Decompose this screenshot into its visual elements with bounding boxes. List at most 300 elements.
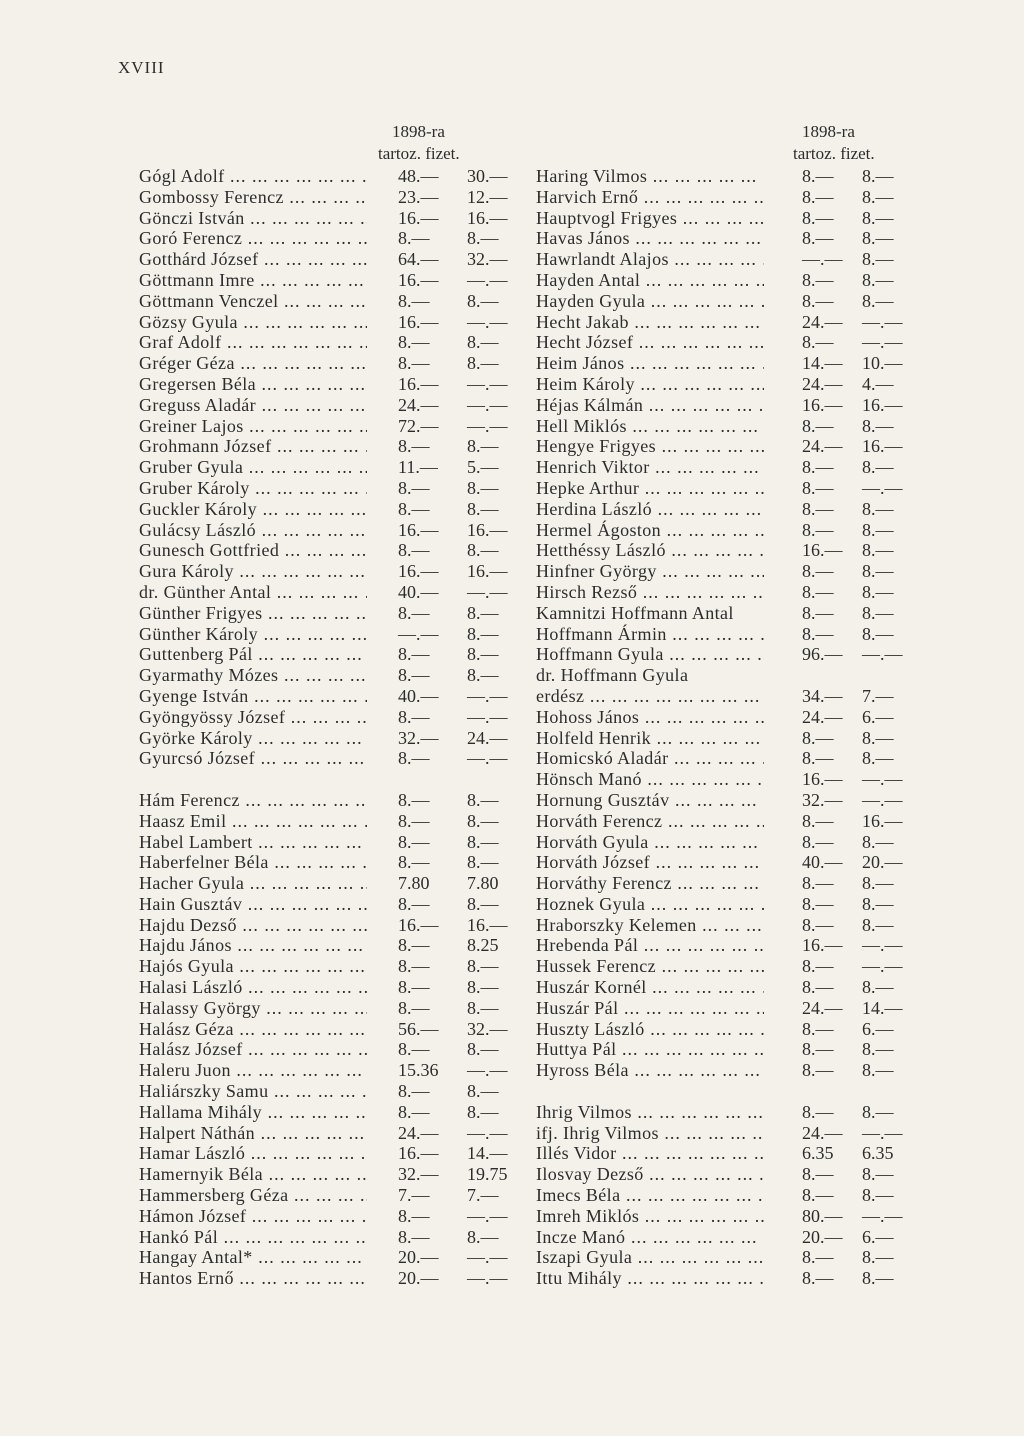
member-name: Gyarmathy Mózes ... . [139, 665, 367, 686]
member-name: Imecs Béla ... . [536, 1185, 764, 1206]
member-name: Hermel Ágoston ... . [536, 520, 764, 541]
amount-paid: 8.— [862, 228, 894, 249]
member-name: Gönczi István ... . [139, 208, 367, 229]
amount-paid: 8.— [467, 498, 499, 519]
member-name: Hankó Pál ... . [139, 1227, 367, 1248]
amount-paid: 8.— [467, 623, 499, 644]
amount-paid: 8.— [862, 893, 894, 914]
amount-paid: 8.— [862, 207, 894, 228]
amount-due: 8.— [398, 602, 430, 623]
amount-paid: —.— [467, 1205, 508, 1226]
amount-due: 8.— [398, 852, 430, 873]
amount-due: 8.— [398, 290, 430, 311]
amount-paid: —.— [467, 706, 508, 727]
member-name: Gyurcsó József ... . [139, 748, 367, 769]
member-name: Halász József ... . [139, 1039, 367, 1060]
member-name: Heim János ... . [536, 353, 764, 374]
page-number: XVIII [118, 58, 165, 77]
member-name: Homicskó Aladár ... . [536, 748, 764, 769]
amount-due: 16.— [398, 561, 439, 582]
member-name: Gotthárd József ... . [139, 249, 367, 270]
amount-paid: 8.— [862, 498, 894, 519]
amount-paid: 8.— [862, 727, 894, 748]
amount-paid: —.— [862, 789, 903, 810]
amount-due: 8.— [802, 457, 834, 478]
member-name: Guckler Károly ... . [139, 499, 367, 520]
member-name: Graf Adolf ... . [139, 332, 367, 353]
amount-paid: 16.— [467, 914, 508, 935]
amount-due: 23.— [398, 186, 439, 207]
amount-paid: 6.— [862, 1018, 894, 1039]
amount-paid: 8.— [467, 1081, 499, 1102]
amount-due: 16.— [802, 540, 843, 561]
amount-paid: 8.— [467, 831, 499, 852]
amount-paid: 8.— [862, 914, 894, 935]
member-name: Hepke Arthur ... . [536, 478, 764, 499]
member-name: Huszár Kornél ... . [536, 977, 764, 998]
member-name: Greguss Aladár ... . [139, 395, 367, 416]
amount-due: 16.— [398, 207, 439, 228]
amount-due: 8.— [398, 810, 430, 831]
amount-due: 32.— [398, 727, 439, 748]
member-name: Iszapi Gyula ... . [536, 1247, 764, 1268]
member-name: Hrebenda Pál ... . [536, 935, 764, 956]
amount-paid: —.— [467, 373, 508, 394]
member-name: Havas János ... . [536, 228, 764, 249]
amount-paid: 8.— [467, 1101, 499, 1122]
member-name: Günther Frigyes ... . [139, 603, 367, 624]
member-name: Gyöngyössy József ... . [139, 707, 367, 728]
amount-paid: 7.— [862, 685, 894, 706]
member-name: Gógl Adolf ... . [139, 166, 367, 187]
header-year: 1898-ra [392, 122, 445, 141]
amount-paid: 6.— [862, 706, 894, 727]
amount-paid: —.— [467, 394, 508, 415]
member-name: Haberfelner Béla ... . [139, 852, 367, 873]
amount-due: 16.— [802, 769, 843, 790]
amount-due: 8.— [802, 186, 834, 207]
amount-paid: 8.— [862, 748, 894, 769]
amount-due: 40.— [802, 852, 843, 873]
amount-paid: 8.— [862, 873, 894, 894]
amount-paid: 8.— [862, 1060, 894, 1081]
amount-due: 8.— [802, 977, 834, 998]
amount-due: 8.— [802, 1060, 834, 1081]
amount-due: 8.— [398, 789, 430, 810]
header-subtitle: tartoz. fizet. [793, 144, 875, 163]
member-name: Ilosvay Dezső ... . [536, 1164, 764, 1185]
member-name: Hajdu János ... . [139, 935, 367, 956]
amount-paid: 16.— [467, 519, 508, 540]
amount-due: 48.— [398, 166, 439, 186]
amount-due: 8.— [398, 935, 430, 956]
amount-paid: —.— [467, 685, 508, 706]
amount-paid: 8.— [467, 477, 499, 498]
amount-due: 8.— [802, 1018, 834, 1039]
amount-paid: 8.— [862, 540, 894, 561]
member-name: Incze Manó ... . [536, 1227, 764, 1248]
amount-paid: 8.— [467, 956, 499, 977]
amount-paid: —.— [467, 269, 508, 290]
amount-paid: 8.— [862, 831, 894, 852]
member-name: Haasz Emil ... . [139, 811, 367, 832]
amount-paid: —.— [862, 311, 903, 332]
member-name: Halász Géza ... . [139, 1019, 367, 1040]
amount-paid: 14.— [467, 1143, 508, 1164]
amount-paid: —.— [467, 581, 508, 602]
member-name: Gombossy Ferencz ... . [139, 187, 367, 208]
member-name: Gréger Géza ... . [139, 353, 367, 374]
amount-due: 16.— [802, 935, 843, 956]
amount-due: 8.— [398, 893, 430, 914]
member-name: Goró Ferencz ... . [139, 228, 367, 249]
amount-paid: 19.75 [467, 1164, 508, 1185]
amount-due: 96.— [802, 644, 843, 665]
amount-paid: —.— [862, 477, 903, 498]
amount-due: 8.— [802, 956, 834, 977]
amount-paid: 8.— [862, 457, 894, 478]
amount-paid: —.— [467, 311, 508, 332]
member-name: Hinfner György ... . [536, 561, 764, 582]
member-name: Gregersen Béla ... . [139, 374, 367, 395]
member-name: Huttya Pál ... . [536, 1039, 764, 1060]
amount-paid: —.— [862, 644, 903, 665]
amount-paid: 8.— [862, 1185, 894, 1206]
amount-paid: 8.— [862, 1247, 894, 1268]
amount-due: 8.— [802, 228, 834, 249]
amount-due: 15.36 [398, 1060, 439, 1081]
member-name: Gözsy Gyula ... . [139, 312, 367, 333]
amount-paid: 8.— [467, 644, 499, 665]
amount-paid: 30.— [467, 166, 508, 186]
member-name: Göttmann Venczel ... . [139, 291, 367, 312]
amount-paid: 8.— [862, 249, 894, 270]
header-subtitle: tartoz. fizet. [378, 144, 460, 163]
amount-due: 8.— [398, 353, 430, 374]
amount-paid: 8.— [862, 415, 894, 436]
member-name: Hell Miklós ... . [536, 416, 764, 437]
amount-due: 16.— [398, 914, 439, 935]
amount-due: 8.— [398, 332, 430, 353]
amount-paid: 16.— [467, 207, 508, 228]
member-name: Haleru Juon ... . [139, 1060, 367, 1081]
amount-paid: 16.— [862, 394, 903, 415]
member-name: Herdina László ... . [536, 499, 764, 520]
member-name: dr. Günther Antal ... . [139, 582, 367, 603]
amount-due: 8.— [802, 561, 834, 582]
member-name: Hecht Jakab ... . [536, 312, 764, 333]
member-name: Harvich Ernő ... . [536, 187, 764, 208]
member-name: Gruber Károly ... . [139, 478, 367, 499]
amount-due: 32.— [802, 789, 843, 810]
member-name: Ittu Mihály ... . [536, 1268, 764, 1289]
amount-paid: 16.— [862, 436, 903, 457]
amount-paid: 8.— [467, 810, 499, 831]
amount-paid: 5.— [467, 457, 499, 478]
amount-due: 8.— [802, 873, 834, 894]
amount-paid: 8.— [467, 290, 499, 311]
amount-due: 11.— [398, 457, 438, 478]
member-name: Hussek Ferencz ... . [536, 956, 764, 977]
amount-due: 20.— [398, 1247, 439, 1268]
amount-paid: —.— [862, 935, 903, 956]
amount-due: 8.— [802, 581, 834, 602]
amount-paid: 20.— [862, 852, 903, 873]
amount-paid: —.— [862, 769, 903, 790]
amount-due: 24.— [802, 436, 843, 457]
amount-due: 7.80 [398, 873, 430, 894]
amount-paid: 8.— [862, 623, 894, 644]
member-name: Hirsch Rezső ... . [536, 582, 764, 603]
member-name: Hoffmann Gyula ... . [536, 644, 764, 665]
amount-paid: 16.— [862, 810, 903, 831]
amount-due: 14.— [802, 353, 843, 374]
member-name: Imreh Miklós ... . [536, 1206, 764, 1227]
member-name: dr. Hoffmann Gyula [536, 665, 689, 686]
amount-paid: —.— [862, 1122, 903, 1143]
amount-due: 8.— [398, 498, 430, 519]
amount-due: 16.— [398, 269, 439, 290]
amount-paid: 8.25 [467, 935, 499, 956]
amount-due: 8.— [802, 893, 834, 914]
amount-due: 8.— [802, 1164, 834, 1185]
amount-paid: 7.80 [467, 873, 499, 894]
amount-due: 8.— [802, 477, 834, 498]
member-name: Henrich Viktor ... . [536, 457, 764, 478]
amount-due: 24.— [802, 373, 843, 394]
amount-paid: —.— [862, 956, 903, 977]
amount-due: 8.— [398, 748, 430, 769]
member-name: Gulácsy László ... . [139, 520, 367, 541]
amount-paid: 4.— [862, 373, 894, 394]
member-name: Hangay Antal* ... . [139, 1247, 367, 1268]
header-year: 1898-ra [802, 122, 855, 141]
member-name: Holfeld Henrik ... . [536, 728, 764, 749]
amount-paid: 8.— [467, 353, 499, 374]
amount-due: 8.— [802, 831, 834, 852]
amount-due: 8.— [398, 540, 430, 561]
member-name: Günther Károly ... . [139, 624, 367, 645]
amount-due: 8.— [398, 956, 430, 977]
member-name: Hecht József ... . [536, 332, 764, 353]
amount-paid: 8.— [862, 1268, 894, 1289]
member-name: Gyenge István ... . [139, 686, 367, 707]
amount-due: 8.— [398, 665, 430, 686]
amount-due: —.— [802, 249, 843, 270]
member-name: Gura Károly ... . [139, 561, 367, 582]
amount-paid: —.— [862, 332, 903, 353]
member-name: Hohoss János ... . [536, 707, 764, 728]
amount-due: 8.— [802, 290, 834, 311]
member-name: ifj. Ihrig Vilmos ... . [536, 1123, 764, 1144]
amount-due: 8.— [802, 269, 834, 290]
member-name: Horváth Gyula ... . [536, 832, 764, 853]
member-name: Horváth Ferencz ... . [536, 811, 764, 832]
amount-paid: 8.— [467, 602, 499, 623]
member-name: Héjas Kálmán ... . [536, 395, 764, 416]
member-name: Haliárszky Samu ... . [139, 1081, 367, 1102]
amount-due: 20.— [802, 1226, 843, 1247]
amount-paid: 8.— [467, 789, 499, 810]
member-name: Illés Vidor ... . [536, 1143, 764, 1164]
amount-due: 8.— [802, 727, 834, 748]
member-name: Hain Gusztáv ... . [139, 894, 367, 915]
amount-due: 8.— [398, 831, 430, 852]
amount-paid: 8.— [467, 893, 499, 914]
amount-due: 64.— [398, 249, 439, 270]
member-name: Greiner Lajos ... . [139, 416, 367, 437]
member-name: Hawrlandt Alajos ... . [536, 249, 764, 270]
amount-due: 8.— [802, 602, 834, 623]
amount-paid: 8.— [862, 1164, 894, 1185]
member-name: Hönsch Manó ... . [536, 769, 764, 790]
amount-due: 8.— [802, 332, 834, 353]
amount-due: 8.— [398, 1205, 430, 1226]
member-name: Halpert Náthán ... . [139, 1123, 367, 1144]
amount-due: 40.— [398, 581, 439, 602]
amount-paid: 8.— [467, 997, 499, 1018]
amount-paid: 8.— [467, 665, 499, 686]
amount-due: 20.— [398, 1268, 439, 1289]
amount-paid: 7.— [467, 1185, 499, 1206]
member-name: Huszty László ... . [536, 1019, 764, 1040]
amount-paid: 8.— [862, 269, 894, 290]
member-name: Hacher Gyula ... . [139, 873, 367, 894]
amount-due: 8.— [802, 1101, 834, 1122]
amount-paid: 8.— [862, 1039, 894, 1060]
amount-due: 8.— [802, 623, 834, 644]
amount-due: 34.— [802, 685, 843, 706]
amount-due: 8.— [802, 1268, 834, 1289]
member-name: Hornung Gusztáv ... . [536, 790, 764, 811]
amount-due: 8.— [398, 644, 430, 665]
amount-due: 8.— [398, 997, 430, 1018]
member-name: Halassy György ... . [139, 998, 367, 1019]
amount-due: 8.— [802, 810, 834, 831]
amount-paid: 8.— [467, 1226, 499, 1247]
amount-due: 8.— [802, 166, 834, 186]
amount-paid: 8.— [467, 436, 499, 457]
member-name: Ihrig Vilmos ... . [536, 1102, 764, 1123]
amount-paid: 8.— [862, 561, 894, 582]
member-name: Hetthéssy László ... . [536, 540, 764, 561]
member-name: Gunesch Gottfried ... . [139, 540, 367, 561]
member-name: Halasi László ... . [139, 977, 367, 998]
amount-paid: —.— [467, 1268, 508, 1289]
amount-paid: —.— [467, 1247, 508, 1268]
amount-due: 16.— [398, 519, 439, 540]
member-name: Hallama Mihály ... . [139, 1102, 367, 1123]
amount-paid: 6.35 [862, 1143, 894, 1164]
member-name: Hajós Gyula ... . [139, 956, 367, 977]
amount-paid: 8.— [862, 519, 894, 540]
amount-due: 16.— [398, 373, 439, 394]
amount-paid: 24.— [467, 727, 508, 748]
amount-paid: 8.— [862, 602, 894, 623]
member-name: Kamnitzi Hoffmann Antal [536, 602, 734, 623]
member-name: Hauptvogl Frigyes ... . [536, 208, 764, 229]
amount-paid: 12.— [467, 186, 508, 207]
member-name: Hajdu Dezső ... . [139, 915, 367, 936]
amount-due: 24.— [802, 997, 843, 1018]
amount-paid: 32.— [467, 1018, 508, 1039]
member-name: Hammersberg Géza ... . [139, 1185, 367, 1206]
amount-due: —.— [398, 623, 439, 644]
member-name: Hyross Béla ... . [536, 1060, 764, 1081]
amount-due: 8.— [398, 706, 430, 727]
amount-due: 8.— [398, 1101, 430, 1122]
member-name: Guttenberg Pál ... . [139, 644, 367, 665]
amount-paid: 8.— [467, 977, 499, 998]
amount-due: 16.— [398, 311, 439, 332]
member-name: Hamar László ... . [139, 1143, 367, 1164]
amount-paid: —.— [467, 1122, 508, 1143]
member-name: Gruber Gyula ... . [139, 457, 367, 478]
amount-due: 8.— [398, 1226, 430, 1247]
amount-due: 56.— [398, 1018, 439, 1039]
amount-due: 24.— [802, 311, 843, 332]
amount-due: 8.— [802, 415, 834, 436]
amount-due: 72.— [398, 415, 439, 436]
amount-due: 8.— [398, 1081, 430, 1102]
amount-due: 8.— [398, 977, 430, 998]
amount-paid: 10.— [862, 353, 903, 374]
amount-due: 8.— [802, 748, 834, 769]
member-name: Heim Károly ... . [536, 374, 764, 395]
amount-due: 40.— [398, 685, 439, 706]
amount-paid: 16.— [467, 561, 508, 582]
amount-due: 8.— [802, 207, 834, 228]
amount-due: 6.35 [802, 1143, 834, 1164]
amount-due: 7.— [398, 1185, 430, 1206]
member-name: Göttmann Imre ... . [139, 270, 367, 291]
amount-paid: 8.— [467, 852, 499, 873]
amount-due: 24.— [398, 394, 439, 415]
amount-due: 8.— [398, 1039, 430, 1060]
member-name: Grohmann József ... . [139, 436, 367, 457]
member-name: Hantos Ernő ... . [139, 1268, 367, 1289]
member-name: Hám Ferencz ... . [139, 790, 367, 811]
member-name: Hayden Antal ... . [536, 270, 764, 291]
amount-due: 8.— [802, 1039, 834, 1060]
amount-paid: 32.— [467, 249, 508, 270]
member-name: Hayden Gyula ... . [536, 291, 764, 312]
amount-paid: —.— [467, 415, 508, 436]
member-name: Hoznek Gyula ... . [536, 894, 764, 915]
amount-due: 8.— [398, 477, 430, 498]
member-name: Haring Vilmos ... . [536, 166, 764, 187]
amount-paid: —.— [862, 1205, 903, 1226]
amount-due: 8.— [398, 436, 430, 457]
member-name: Hamernyik Béla ... . [139, 1164, 367, 1185]
amount-due: 24.— [802, 1122, 843, 1143]
amount-due: 8.— [802, 1185, 834, 1206]
member-name: Horváth József ... . [536, 852, 764, 873]
member-name: Hámon József ... . [139, 1206, 367, 1227]
amount-paid: 8.— [862, 977, 894, 998]
amount-due: 8.— [802, 519, 834, 540]
amount-paid: —.— [467, 748, 508, 769]
amount-paid: 8.— [862, 581, 894, 602]
amount-due: 80.— [802, 1205, 843, 1226]
amount-paid: 8.— [862, 166, 894, 186]
amount-paid: 8.— [467, 1039, 499, 1060]
member-name: Hengye Frigyes ... . [536, 436, 764, 457]
amount-due: 24.— [802, 706, 843, 727]
amount-due: 32.— [398, 1164, 439, 1185]
amount-due: 8.— [398, 228, 430, 249]
member-name: Györke Károly ... . [139, 728, 367, 749]
